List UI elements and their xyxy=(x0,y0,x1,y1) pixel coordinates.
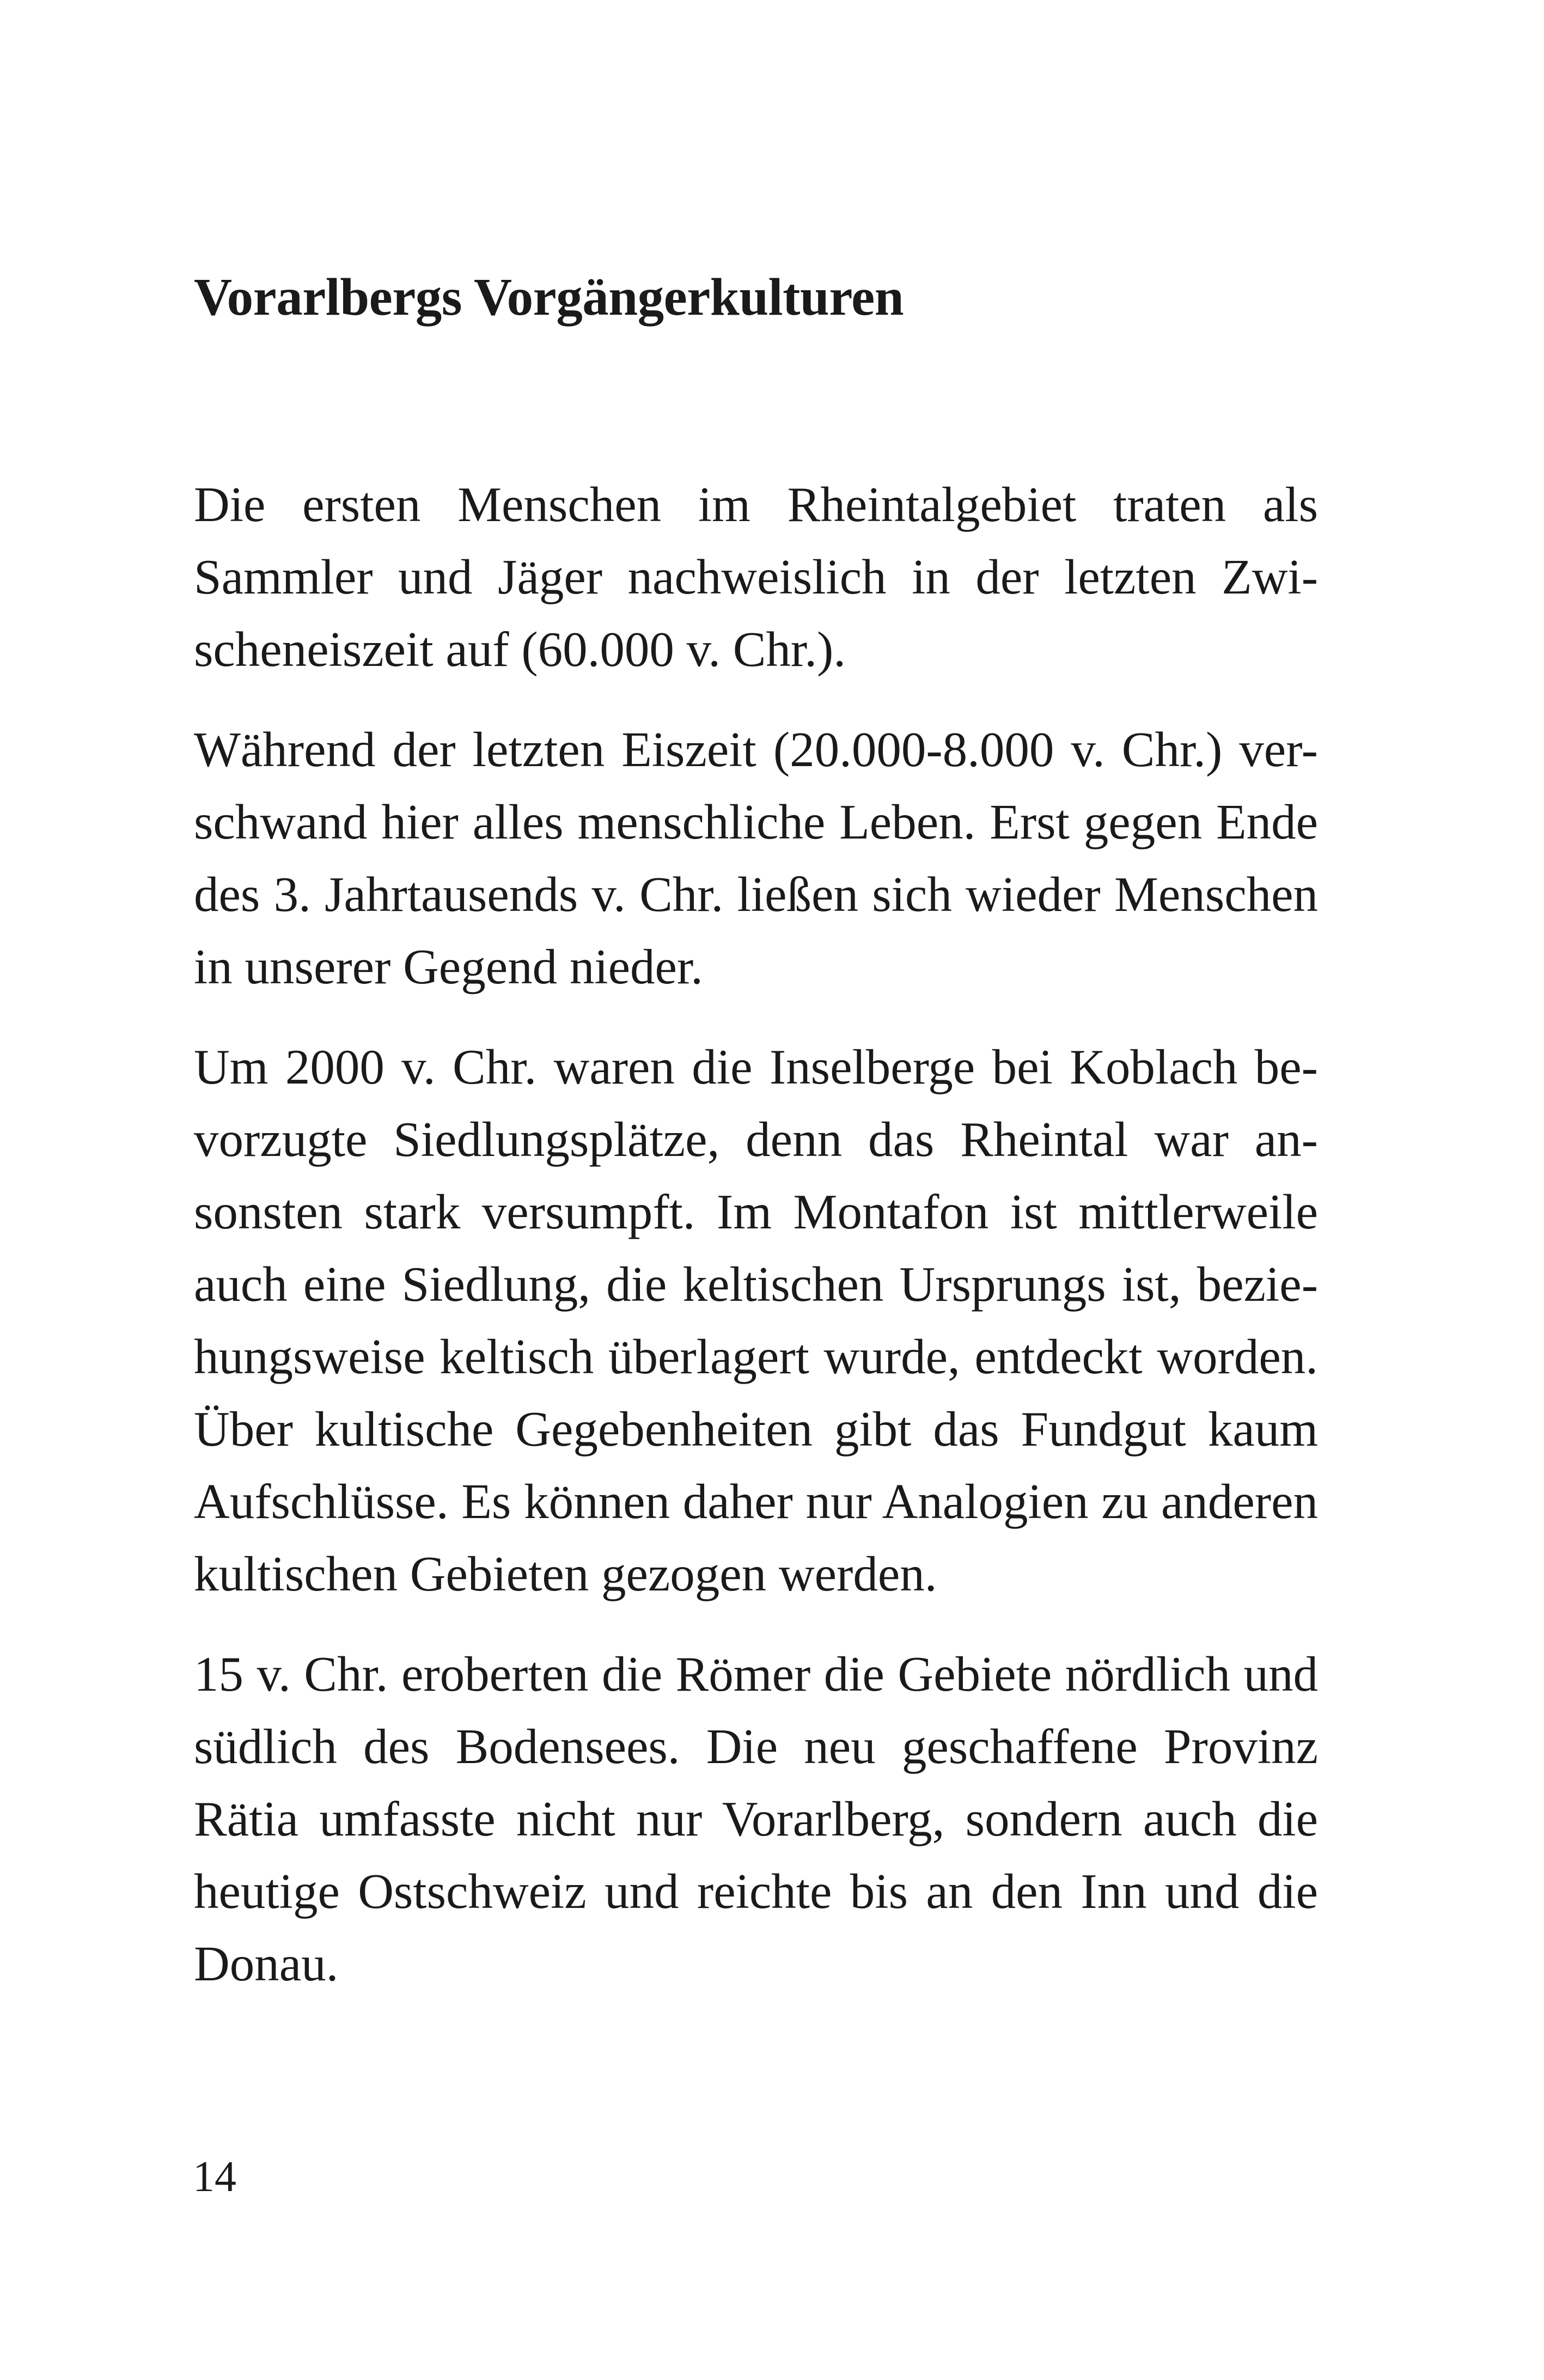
paragraph-2 xyxy=(194,713,1318,1003)
text-line: des 3. Jahrtausends v. Chr. ließen sich wieder Menschen xyxy=(194,867,1318,922)
paragraph-4 xyxy=(194,1638,1318,2000)
text-line: in unserer Gegend nieder. xyxy=(194,939,703,994)
paragraph-1 xyxy=(194,468,1318,686)
text-line: scheneiszeit auf (60.000 v. Chr.). xyxy=(194,622,846,677)
text-line: Donau. xyxy=(194,1936,339,1991)
text-line: vorzugte Siedlungsplätze, denn das Rheintal war an- xyxy=(194,1112,1318,1167)
text-line: Während der letzten Eiszeit (20.000-8.000 v. Chr.) ver- xyxy=(194,722,1318,777)
text-line: kultischen Gebieten gezogen werden. xyxy=(194,1546,937,1601)
text-line: hungsweise keltisch überlagert wurde, entdeckt worden. xyxy=(194,1329,1318,1384)
text-line: Die ersten Menschen im Rheintalgebiet traten als xyxy=(194,477,1318,532)
text-line: Rätia umfasste nicht nur Vorarlberg, sondern auch die xyxy=(194,1791,1318,1846)
text-line: südlich des Bodensees. Die neu geschaffene Provinz xyxy=(194,1719,1318,1774)
page-title: Vorarlbergs Vorgängerkulturen xyxy=(194,268,904,326)
text-line: Aufschlüsse. Es können daher nur Analogien zu anderen xyxy=(194,1474,1318,1529)
text-line: auch eine Siedlung, die keltischen Ursprungs ist, bezie- xyxy=(194,1257,1318,1312)
paragraph-3 xyxy=(194,1031,1318,1610)
text-line: Um 2000 v. Chr. waren die Inselberge bei Koblach be- xyxy=(194,1039,1318,1094)
body-text xyxy=(194,468,1318,2028)
text-line: Über kultische Gegebenheiten gibt das Fundgut kaum xyxy=(194,1402,1318,1457)
text-line: sonsten stark versumpft. Im Montafon ist mittlerweile xyxy=(194,1184,1318,1239)
text-line: heutige Ostschweiz und reichte bis an den Inn und die xyxy=(194,1864,1318,1919)
text-line: schwand hier alles menschliche Leben. Erst gegen Ende xyxy=(194,794,1318,849)
text-line: Sammler und Jäger nachweislich in der letzten Zwi- xyxy=(194,549,1318,604)
text-line: 15 v. Chr. eroberten die Römer die Gebiete nördlich und xyxy=(194,1647,1318,1702)
page-number: 14 xyxy=(193,2153,236,2201)
